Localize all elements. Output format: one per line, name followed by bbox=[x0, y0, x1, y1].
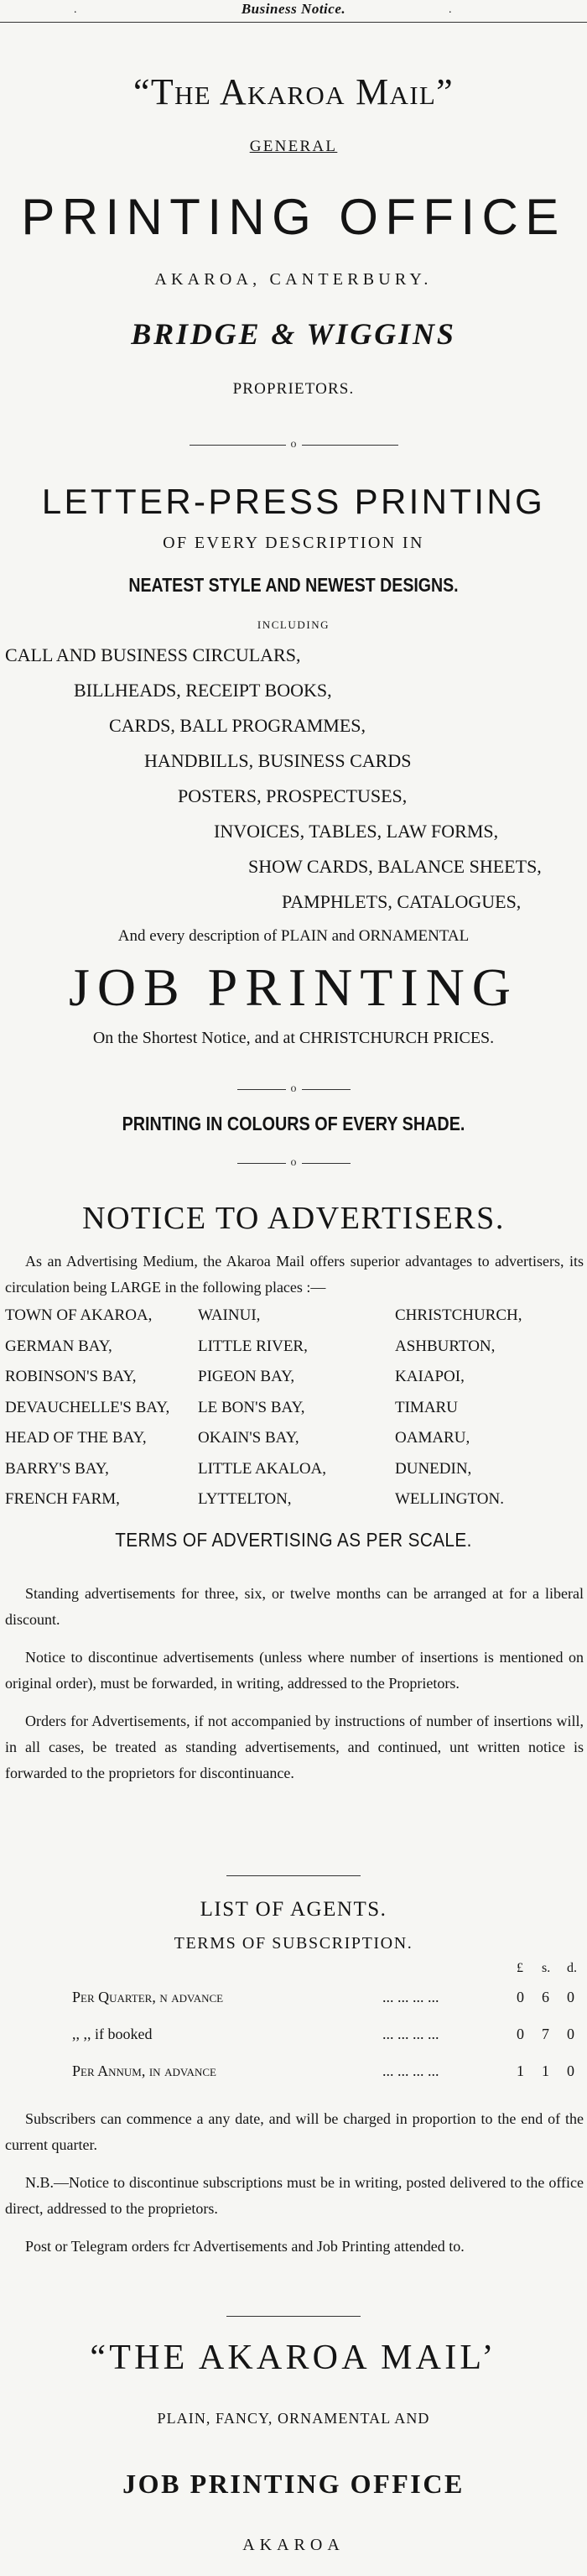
town: WAINUI, bbox=[198, 1306, 261, 1324]
agents-heading: LIST OF AGENTS. bbox=[200, 1898, 387, 1921]
agents-paragraph-1: Subscribers can commence a any date, and will be charged in proportion to the end of the current quarter. bbox=[5, 2110, 584, 2153]
town: HEAD OF THE BAY, bbox=[5, 1429, 147, 1447]
town: PIGEON BAY, bbox=[198, 1368, 295, 1385]
agents-paragraph-2: N.B.—Notice to discontinue subscriptions must be in writing, posted delivered to the office direct, addressed to the proprietors. bbox=[5, 2174, 584, 2217]
running-title: Business Notice. bbox=[241, 1, 346, 17]
service-item: CARDS, BALL PROGRAMMES, bbox=[109, 715, 366, 736]
subscription-shillings: 1 bbox=[542, 2062, 549, 2079]
towns-list bbox=[5, 1301, 584, 1515]
town: DUNEDIN, bbox=[395, 1459, 472, 1478]
town: TOWN OF AKAROA, bbox=[5, 1306, 153, 1324]
advertising-terms: TERMS OF ADVERTISING AS PER SCALE. bbox=[115, 1529, 472, 1551]
col-shilling: s. bbox=[542, 1961, 551, 1975]
town: OAMARU, bbox=[395, 1429, 470, 1447]
service-item: INVOICES, TABLES, LAW FORMS, bbox=[214, 821, 499, 842]
printing-office-heading: PRINTING OFFICE bbox=[21, 189, 566, 245]
letterpress-sub2: NEATEST STYLE AND NEWEST DESIGNS. bbox=[128, 574, 459, 596]
advert-paragraph-3: Orders for Advertisements, if not accompanied by instructions of number of insertions will, in all cases, be treated as standing advertisements, and continued, unt written notice is forwarded to the proprietors for discontinuance. bbox=[5, 1713, 584, 1781]
masthead-proprietors: PROPRIETORS. bbox=[232, 380, 355, 398]
service-item: PAMPHLETS, CATALOGUES, bbox=[282, 891, 522, 912]
subscription-shillings: 7 bbox=[542, 2026, 549, 2042]
ornamental-rule-3: o bbox=[0, 1156, 587, 1170]
masthead-title: “The Akaroa Mail” bbox=[132, 71, 455, 112]
subscription-pounds: 1 bbox=[517, 2062, 524, 2079]
town: LITTLE RIVER, bbox=[198, 1337, 308, 1355]
masthead-firm: BRIDGE & WIGGINS bbox=[131, 317, 456, 351]
subscription-pence: 0 bbox=[567, 2062, 574, 2079]
advertisers-paragraphs bbox=[5, 1581, 584, 1786]
running-header bbox=[0, 0, 587, 23]
town: TIMARU bbox=[395, 1398, 458, 1416]
town: FRENCH FARM, bbox=[5, 1490, 120, 1508]
subscription-table bbox=[72, 1979, 587, 2089]
ornamental-rule-1: o bbox=[0, 438, 587, 451]
service-item: SHOW CARDS, BALANCE SHEETS, bbox=[248, 856, 542, 877]
town: DEVAUCHELLE'S BAY, bbox=[5, 1398, 170, 1416]
town: LITTLE AKALOA, bbox=[198, 1459, 327, 1478]
subscription-shillings: 6 bbox=[542, 1989, 549, 2005]
subscription-label: ,, ,, if booked bbox=[72, 2026, 153, 2042]
town: OKAIN'S BAY, bbox=[198, 1429, 299, 1447]
subscription-label: Per Annum, in advance bbox=[72, 2062, 216, 2079]
advert-paragraph-1: Standing advertisements for three, six, or twelve months can be arranged at for a liberal discount. bbox=[5, 1585, 584, 1628]
masthead-location: AKAROA, CANTERBURY. bbox=[154, 270, 433, 289]
subscription-dots: ... ... ... ... bbox=[382, 2062, 439, 2079]
every-description: And every description of PLAIN and ORNAMENTAL bbox=[117, 927, 470, 945]
subscription-label: Per Quarter, n advance bbox=[72, 1989, 224, 2005]
footer-akaroa: AKAROA bbox=[242, 2536, 345, 2554]
town: ASHBURTON, bbox=[395, 1337, 496, 1355]
town: GERMAN BAY, bbox=[5, 1337, 112, 1355]
service-item: CALL AND BUSINESS CIRCULARS, bbox=[5, 644, 301, 665]
subscription-row bbox=[72, 1979, 587, 2015]
town: CHRISTCHURCH, bbox=[395, 1306, 522, 1324]
agents-paragraphs bbox=[5, 2106, 584, 2260]
subscription-row bbox=[72, 2015, 587, 2052]
col-pence: d. bbox=[567, 1961, 577, 1975]
town: BARRY'S BAY, bbox=[5, 1459, 109, 1478]
header-dot-right: . bbox=[449, 3, 452, 16]
subscription-pounds: 0 bbox=[517, 1989, 524, 2005]
agents-paragraph-3: Post or Telegram orders fcr Advertisements and Job Printing attended to. bbox=[25, 2238, 465, 2255]
shortest-notice: On the Shortest Notice, and at CHRISTCHURCH PRICES. bbox=[92, 1029, 495, 1047]
section-rule-2 bbox=[226, 2316, 361, 2317]
town: WELLINGTON. bbox=[395, 1490, 504, 1508]
subscription-pounds: 0 bbox=[517, 2026, 524, 2042]
subscription-dots: ... ... ... ... bbox=[382, 2026, 439, 2042]
printing-colours: PRINTING IN COLOURS OF EVERY SHADE. bbox=[122, 1113, 465, 1134]
subscription-pence: 0 bbox=[567, 2026, 574, 2042]
town: LE BON'S BAY, bbox=[198, 1398, 305, 1416]
service-item: HANDBILLS, BUSINESS CARDS bbox=[144, 750, 412, 771]
subscription-row bbox=[72, 2052, 587, 2089]
advertisers-intro bbox=[5, 1249, 584, 1301]
town: LYTTELTON, bbox=[198, 1490, 292, 1508]
town: ROBINSON'S BAY, bbox=[5, 1368, 137, 1385]
advert-paragraph-2: Notice to discontinue advertisements (unless where number of insertions is mentioned on original order), must be forwarded, in writing, addressed to the Proprietors. bbox=[5, 1649, 584, 1692]
footer-job-office: JOB PRINTING OFFICE bbox=[122, 2469, 465, 2499]
footer-title: “THE AKAROA MAIL’ bbox=[90, 2339, 497, 2377]
letterpress-heading: LETTER-PRESS PRINTING bbox=[41, 482, 546, 521]
col-pound: £ bbox=[517, 1961, 523, 1975]
service-item: BILLHEADS, RECEIPT BOOKS, bbox=[74, 680, 332, 701]
subscription-heading: TERMS OF SUBSCRIPTION. bbox=[174, 1934, 413, 1953]
letterpress-sub1: OF EVERY DESCRIPTION IN bbox=[163, 534, 424, 552]
section-rule-1 bbox=[226, 1875, 361, 1876]
masthead-general: GENERAL bbox=[249, 138, 338, 155]
footer-sub: PLAIN, FANCY, ORNAMENTAL AND bbox=[157, 2410, 430, 2427]
ornamental-rule-2: o bbox=[0, 1082, 587, 1096]
subscription-pence: 0 bbox=[567, 1989, 574, 2005]
advertisers-heading: NOTICE TO ADVERTISERS. bbox=[82, 1201, 505, 1236]
service-item: POSTERS, PROSPECTUSES, bbox=[178, 785, 408, 806]
job-printing-heading: JOB PRINTING bbox=[69, 957, 518, 1017]
town: KAIAPOI, bbox=[395, 1368, 465, 1385]
letterpress-including: INCLUDING bbox=[257, 618, 330, 631]
advertisers-intro-text: As an Advertising Medium, the Akaroa Mail offers superior advantages to advertisers, its circulation being LARGE in the following places :— bbox=[5, 1253, 584, 1296]
subscription-dots: ... ... ... ... bbox=[382, 1989, 439, 2005]
header-dot-left: . bbox=[74, 3, 77, 16]
